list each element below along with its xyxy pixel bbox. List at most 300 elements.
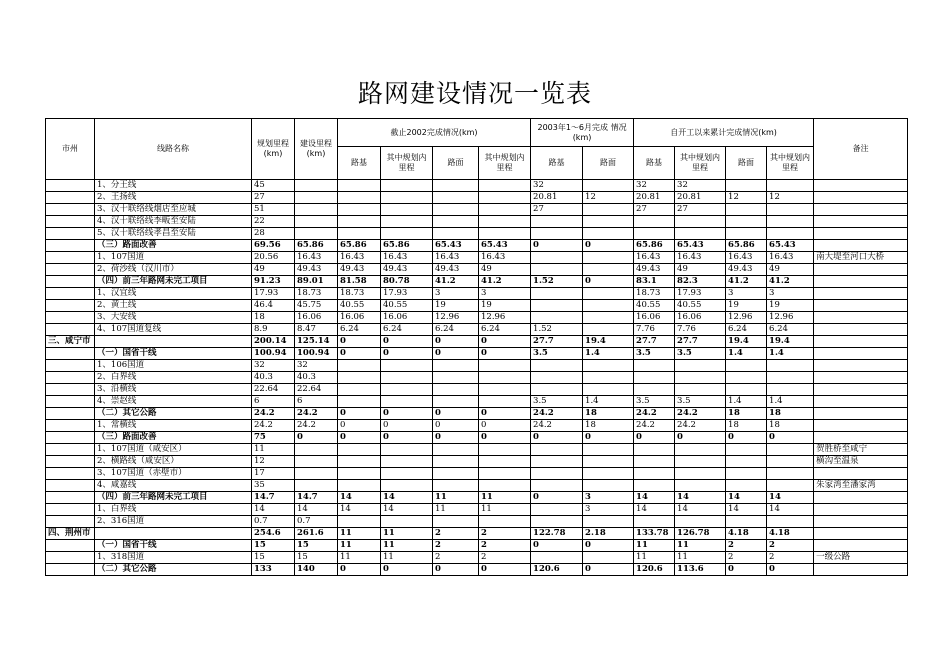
table-cell [814, 504, 908, 516]
table-cell: 14 [767, 492, 814, 504]
table-cell: 1.4 [726, 348, 767, 360]
table-cell [479, 216, 531, 228]
table-cell: 2.18 [583, 528, 634, 540]
table-cell: 3.5 [675, 348, 726, 360]
table-cell [675, 444, 726, 456]
table-cell [531, 372, 583, 384]
table-cell: 11 [433, 492, 479, 504]
table-cell [295, 444, 338, 456]
table-cell [479, 372, 531, 384]
table-cell: 6.24 [767, 324, 814, 336]
table-cell: 20.81 [675, 192, 726, 204]
table-cell: 14 [675, 504, 726, 516]
table-cell [726, 372, 767, 384]
table-row [46, 216, 908, 228]
table-cell: 0 [338, 408, 381, 420]
table-cell: 22.64 [252, 384, 295, 396]
table-cell: 140 [295, 564, 338, 576]
table-cell: 20.81 [634, 192, 675, 204]
table-cell [583, 480, 634, 492]
table-cell [767, 204, 814, 216]
table-cell: 11 [433, 504, 479, 516]
table-cell: 65.86 [726, 240, 767, 252]
table-cell: 133.78 [634, 528, 675, 540]
table-cell [814, 180, 908, 192]
table-cell: 18 [726, 420, 767, 432]
table-row [46, 180, 908, 192]
table-cell: 254.6 [252, 528, 295, 540]
table-cell [381, 396, 433, 408]
table-cell [583, 516, 634, 528]
table-cell [583, 324, 634, 336]
table-cell: 19.4 [583, 336, 634, 348]
table-cell: 0 [381, 348, 433, 360]
table-cell [46, 420, 95, 432]
table-cell: 14 [634, 504, 675, 516]
table-cell [381, 180, 433, 192]
table-cell [433, 360, 479, 372]
table-cell: 14.7 [252, 492, 295, 504]
table-cell: 3 [767, 288, 814, 300]
table-cell: 16.06 [381, 312, 433, 324]
table-cell [634, 384, 675, 396]
table-cell: 18.73 [338, 288, 381, 300]
table-cell [726, 516, 767, 528]
table-cell [634, 444, 675, 456]
table-cell: 16.43 [726, 252, 767, 264]
table-cell: 20.81 [531, 192, 583, 204]
table-cell: 65.43 [767, 240, 814, 252]
table-cell: 28 [252, 228, 295, 240]
table-cell [479, 360, 531, 372]
table-cell: 49 [675, 264, 726, 276]
table-cell [479, 396, 531, 408]
table-cell: 24.2 [531, 420, 583, 432]
table-cell [46, 372, 95, 384]
table-cell [583, 252, 634, 264]
subheader-2002-roadbed-planned: 其中规划内里程 [381, 147, 433, 180]
table-cell: 19.4 [767, 336, 814, 348]
table-row [46, 336, 908, 348]
table-cell [726, 444, 767, 456]
table-cell [338, 228, 381, 240]
table-cell: 49 [479, 264, 531, 276]
table-cell [338, 180, 381, 192]
table-cell [46, 444, 95, 456]
table-cell [381, 444, 433, 456]
table-cell: 100.94 [252, 348, 295, 360]
table-cell: 3 [583, 492, 634, 504]
page-title: 路网建设情况一览表 [357, 79, 592, 108]
table-cell: 40.3 [295, 372, 338, 384]
table-cell: 0 [726, 432, 767, 444]
table-cell: 一级公路 [814, 552, 908, 564]
table-cell: 0 [433, 432, 479, 444]
table-cell [46, 180, 95, 192]
table-cell [814, 372, 908, 384]
table-cell: （四）前三年路网未完工项目 [95, 492, 252, 504]
header-group-2003: 2003年1～6月完成 情况(km) [531, 119, 634, 147]
table-cell: 四、荆州市 [46, 528, 95, 540]
header-planned: 规划里程(km) [252, 119, 295, 180]
table-cell [46, 384, 95, 396]
table-row [46, 252, 908, 264]
table-cell: 1.4 [583, 348, 634, 360]
table-cell: 5、汉十联络线孝昌至安陆 [95, 228, 252, 240]
table-cell: 1、白界线 [95, 504, 252, 516]
table-cell: 22 [252, 216, 295, 228]
table-cell [767, 216, 814, 228]
table-cell [46, 228, 95, 240]
table-cell [46, 504, 95, 516]
table-cell [675, 216, 726, 228]
table-cell: 3、107国道（赤壁市） [95, 468, 252, 480]
table-cell: 27 [531, 204, 583, 216]
table-cell [583, 288, 634, 300]
table-cell: 18.73 [295, 288, 338, 300]
table-cell: 2 [726, 552, 767, 564]
table-cell [583, 444, 634, 456]
table-cell: 51 [252, 204, 295, 216]
table-cell [46, 552, 95, 564]
table-row [46, 492, 908, 504]
table-cell [433, 468, 479, 480]
table-row [46, 420, 908, 432]
table-cell: 0 [479, 432, 531, 444]
table-cell: 1.4 [767, 348, 814, 360]
table-cell: 12.96 [479, 312, 531, 324]
table-cell [46, 216, 95, 228]
table-cell [531, 384, 583, 396]
table-cell [726, 480, 767, 492]
table-cell: 0.7 [295, 516, 338, 528]
table-cell [583, 204, 634, 216]
table-cell [767, 480, 814, 492]
table-cell: 49.43 [726, 264, 767, 276]
table-cell [381, 204, 433, 216]
table-cell [675, 468, 726, 480]
table-cell: 27.7 [531, 336, 583, 348]
table-cell: 11 [252, 444, 295, 456]
table-cell: 113.6 [675, 564, 726, 576]
table-cell: 0 [634, 432, 675, 444]
table-cell: （二）其它公路 [95, 408, 252, 420]
table-cell: 0 [479, 408, 531, 420]
table-row [46, 192, 908, 204]
table-cell: 1、107国道（咸安区） [95, 444, 252, 456]
table-cell [479, 204, 531, 216]
table-cell: 0 [583, 564, 634, 576]
table-cell: （三）路面改善 [95, 240, 252, 252]
table-cell: 65.86 [338, 240, 381, 252]
table-cell: 11 [381, 540, 433, 552]
table-cell: 18 [767, 420, 814, 432]
table-cell [479, 444, 531, 456]
table-cell: 3.5 [531, 396, 583, 408]
table-cell [295, 480, 338, 492]
table-cell: 11 [338, 552, 381, 564]
table-cell [814, 468, 908, 480]
table-cell: 11 [634, 552, 675, 564]
table-cell: 2 [767, 540, 814, 552]
table-row [46, 480, 908, 492]
table-cell [814, 540, 908, 552]
table-cell: 24.2 [675, 408, 726, 420]
table-cell: 17.93 [381, 288, 433, 300]
table-cell: 2 [433, 528, 479, 540]
table-cell [46, 204, 95, 216]
table-cell: 16.06 [338, 312, 381, 324]
table-cell: 65.43 [479, 240, 531, 252]
table-cell: 49.43 [634, 264, 675, 276]
table-cell: 120.6 [634, 564, 675, 576]
table-cell [381, 468, 433, 480]
table-cell [675, 372, 726, 384]
table-cell: 75 [252, 432, 295, 444]
table-cell: 2 [479, 528, 531, 540]
table-cell [531, 468, 583, 480]
table-row [46, 540, 908, 552]
table-cell: 41.2 [767, 276, 814, 288]
table-row [46, 276, 908, 288]
subheader-2002-pavement-planned: 其中规划内里程 [479, 147, 531, 180]
table-cell: 27.7 [634, 336, 675, 348]
table-cell: 0 [433, 420, 479, 432]
table-cell [814, 324, 908, 336]
table-cell: 3 [433, 288, 479, 300]
table-cell: 0 [479, 564, 531, 576]
table-cell: 14 [338, 504, 381, 516]
table-cell [381, 516, 433, 528]
table-cell: 80.78 [381, 276, 433, 288]
table-row [46, 516, 908, 528]
table-cell [381, 384, 433, 396]
table-cell [46, 432, 95, 444]
table-cell: 0 [531, 492, 583, 504]
table-cell [338, 444, 381, 456]
table-cell [433, 192, 479, 204]
table-cell: 12.96 [726, 312, 767, 324]
table-cell: 16.43 [675, 252, 726, 264]
table-cell [433, 444, 479, 456]
table-cell [531, 480, 583, 492]
subheader-2002-pavement: 路面 [433, 147, 479, 180]
table-cell: 18.73 [634, 288, 675, 300]
table-cell [46, 456, 95, 468]
table-cell: 南大堤至河口大桥 [814, 252, 908, 264]
table-cell [338, 192, 381, 204]
table-cell: 27 [252, 192, 295, 204]
table-cell: 4.18 [767, 528, 814, 540]
table-cell: 14 [675, 492, 726, 504]
table-cell: 16.43 [479, 252, 531, 264]
table-cell: 0 [295, 432, 338, 444]
table-cell: 1.4 [726, 396, 767, 408]
table-cell [46, 468, 95, 480]
table-cell: 3、大安线 [95, 312, 252, 324]
table-cell [46, 288, 95, 300]
table-row [46, 564, 908, 576]
table-cell: （四）前三年路网未完工项目 [95, 276, 252, 288]
table-cell: 65.86 [634, 240, 675, 252]
table-cell: 0 [479, 336, 531, 348]
table-cell: 35 [252, 480, 295, 492]
table-cell [46, 312, 95, 324]
table-cell: 1、分王线 [95, 180, 252, 192]
table-cell: 19 [726, 300, 767, 312]
table-cell [479, 228, 531, 240]
table-row [46, 372, 908, 384]
table-cell: 14 [726, 504, 767, 516]
table-cell: 0 [381, 432, 433, 444]
table-cell [531, 504, 583, 516]
table-cell [634, 372, 675, 384]
table-cell [295, 456, 338, 468]
table-row [46, 444, 908, 456]
table-cell [338, 516, 381, 528]
table-cell: 2 [433, 552, 479, 564]
subheader-cum-roadbed: 路基 [634, 147, 675, 180]
table-cell: 16.43 [433, 252, 479, 264]
table-cell [531, 456, 583, 468]
table-cell: 0 [726, 564, 767, 576]
table-cell: 126.78 [675, 528, 726, 540]
table-cell [531, 300, 583, 312]
table-cell [531, 252, 583, 264]
table-cell: 32 [675, 180, 726, 192]
table-cell [46, 324, 95, 336]
table-cell [295, 180, 338, 192]
table-cell: 122.78 [531, 528, 583, 540]
table-cell: 6.24 [726, 324, 767, 336]
table-cell: 0 [338, 348, 381, 360]
table-cell: （二）其它公路 [95, 564, 252, 576]
table-cell: 15 [295, 552, 338, 564]
table-cell [433, 180, 479, 192]
table-cell [726, 204, 767, 216]
table-cell: 1.52 [531, 276, 583, 288]
table-cell: 2 [726, 540, 767, 552]
table-cell [814, 516, 908, 528]
table-cell [634, 468, 675, 480]
table-cell: 16.06 [295, 312, 338, 324]
table-cell: 8.9 [252, 324, 295, 336]
table-cell: 65.86 [295, 240, 338, 252]
table-cell: 41.2 [479, 276, 531, 288]
table-cell [767, 384, 814, 396]
table-cell: 27 [675, 204, 726, 216]
table-cell [295, 204, 338, 216]
table-header [46, 119, 908, 180]
table-cell: 83.1 [634, 276, 675, 288]
table-cell: 2、王扬线 [95, 192, 252, 204]
table-cell: 0 [338, 336, 381, 348]
table-cell: 11 [675, 540, 726, 552]
table-cell: 三、咸宁市 [46, 336, 95, 348]
table-cell [46, 516, 95, 528]
table-cell: 0 [531, 240, 583, 252]
table-cell: 6 [295, 396, 338, 408]
table-cell: 14 [295, 504, 338, 516]
table-cell [814, 204, 908, 216]
table-cell [814, 336, 908, 348]
table-cell: 0 [767, 432, 814, 444]
subheader-cum-roadbed-planned: 其中规划内里程 [675, 147, 726, 180]
table-cell: 14 [381, 504, 433, 516]
table-cell: 19.4 [726, 336, 767, 348]
table-cell [433, 480, 479, 492]
table-cell [726, 228, 767, 240]
table-cell: 24.2 [295, 420, 338, 432]
table-cell: 2 [479, 552, 531, 564]
table-cell: 27.7 [675, 336, 726, 348]
table-cell: 41.2 [433, 276, 479, 288]
table-row [46, 324, 908, 336]
table-cell [767, 444, 814, 456]
table-cell [814, 348, 908, 360]
table-cell [46, 540, 95, 552]
table-cell [583, 216, 634, 228]
table-cell [583, 300, 634, 312]
table-cell [814, 192, 908, 204]
table-cell: 6 [252, 396, 295, 408]
table-cell: 3、汉十联络线烟店至应城 [95, 204, 252, 216]
table-cell: 14 [381, 492, 433, 504]
table-cell: 4、崇赵线 [95, 396, 252, 408]
table-cell: 49.43 [381, 264, 433, 276]
table-cell: 0 [675, 432, 726, 444]
table-cell [433, 216, 479, 228]
table-cell [46, 480, 95, 492]
table-cell: 40.55 [338, 300, 381, 312]
table-row [46, 396, 908, 408]
table-cell: 24.2 [531, 408, 583, 420]
table-cell: 0 [381, 420, 433, 432]
table-cell [583, 552, 634, 564]
subheader-2002-roadbed: 路基 [338, 147, 381, 180]
table-cell [675, 384, 726, 396]
table-cell: 1.52 [531, 324, 583, 336]
table-cell: 16.43 [767, 252, 814, 264]
table-cell: 7.76 [634, 324, 675, 336]
table-cell: 朱家湾至潘家湾 [814, 480, 908, 492]
table-cell [381, 480, 433, 492]
table-row [46, 204, 908, 216]
table-cell [634, 456, 675, 468]
table-cell: 0 [531, 432, 583, 444]
table-body [46, 180, 908, 576]
table-cell: 2 [433, 540, 479, 552]
table-cell: 11 [381, 552, 433, 564]
table-cell [767, 468, 814, 480]
table-cell: 4.18 [726, 528, 767, 540]
table-row [46, 240, 908, 252]
table-cell: 3、沿横线 [95, 384, 252, 396]
table-cell: 0 [381, 408, 433, 420]
table-cell [583, 468, 634, 480]
table-cell: 19 [767, 300, 814, 312]
table-cell: 16.43 [634, 252, 675, 264]
table-cell: 1、常横线 [95, 420, 252, 432]
table-cell [338, 204, 381, 216]
table-cell [583, 456, 634, 468]
table-cell [583, 180, 634, 192]
table-cell [767, 360, 814, 372]
table-cell: 100.94 [295, 348, 338, 360]
table-cell: 11 [675, 552, 726, 564]
table-cell [46, 348, 95, 360]
table-cell: 0 [583, 540, 634, 552]
